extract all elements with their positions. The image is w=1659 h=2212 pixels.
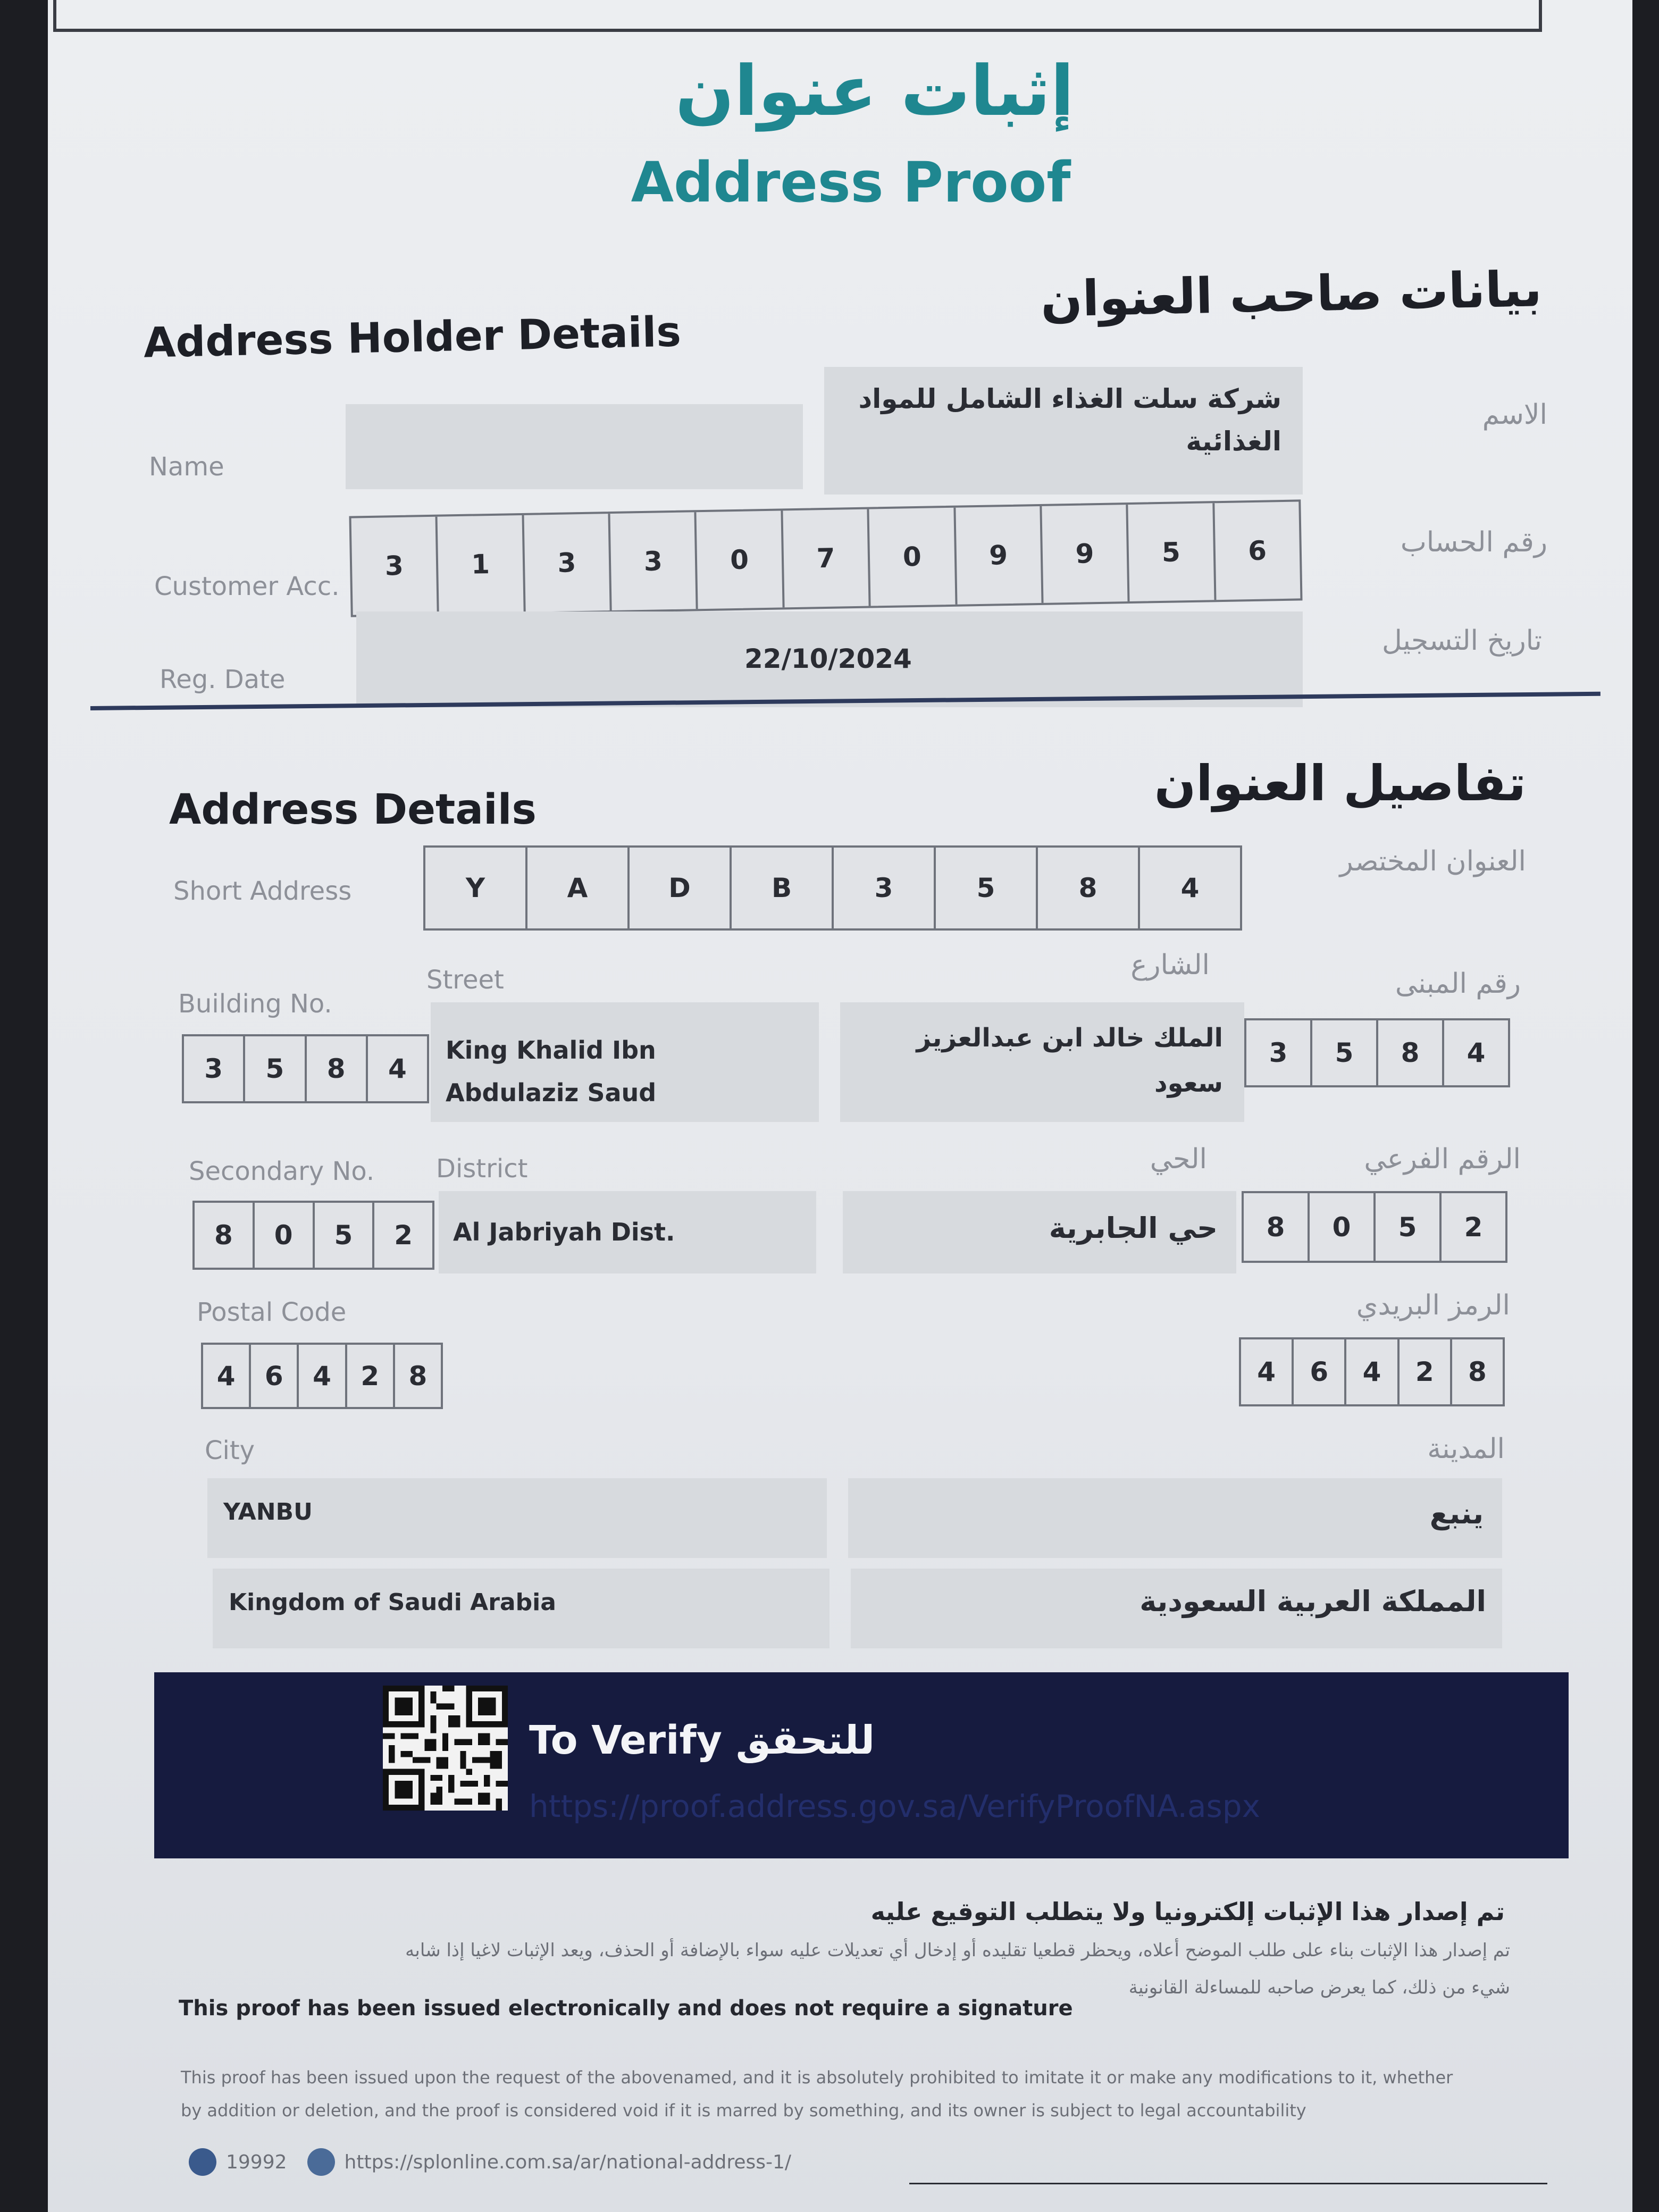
globe-icon (307, 2148, 335, 2176)
digit-cell: 3 (834, 848, 936, 928)
digit-cell: 5 (315, 1203, 375, 1268)
account-label-ar: رقم الحساب (1400, 526, 1547, 558)
digit-cell: 6 (1294, 1339, 1346, 1404)
title-english: Address Proof (631, 150, 1071, 215)
digit-cell: 9 (956, 506, 1044, 605)
digit-cell: 4 (203, 1345, 251, 1407)
note-line1-ar: تم إصدار هذا الإثبات بناء على طلب الموضح أعلاه، ويحظر قطعيا تقليده أو إدخال أي تعديلات عليه سواء بالإضافة أو الحذف، ويعد الإثبات لاغيا إذا شابه (405, 1940, 1510, 1961)
digit-cell: 5 (1128, 503, 1217, 601)
digit-cell: 8 (408, 1360, 428, 1392)
verify-link[interactable]: https://proof.address.gov.sa/VerifyProofNA.aspx (529, 1788, 1260, 1824)
address-heading-ar: تفاصيل العنوان (1154, 755, 1526, 812)
phone-icon (189, 2148, 216, 2176)
footer-url[interactable]: https://splonline.com.sa/ar/national-address-1/ (344, 2151, 792, 2173)
digit-cell: 8 (307, 1036, 368, 1101)
street-label-ar: الشارع (1130, 949, 1210, 981)
postal-code-boxes-ar (1239, 1337, 1505, 1406)
digit-cell: 3 (524, 514, 612, 612)
street-label-en: Street (426, 965, 504, 995)
building-label-ar: رقم المبنى (1395, 968, 1521, 1000)
digit-cell: 2 (1464, 1211, 1483, 1243)
city-value-ar: ينبع (1429, 1497, 1484, 1530)
name-field-en (346, 404, 803, 489)
holder-heading-ar: بيانات صاحب العنوان (1040, 261, 1543, 328)
digit-cell: 8 (1378, 1020, 1444, 1085)
digit-cell: 6 (251, 1345, 299, 1407)
name-value-ar: شركة سلت الغذاء الشامل للمواد الغذائية (858, 383, 1281, 457)
verify-banner (154, 1672, 1569, 1858)
city-value-en: YANBU (223, 1498, 313, 1526)
digit-cell: 0 (1310, 1193, 1376, 1261)
secondary-label-en: Secondary No. (189, 1157, 375, 1186)
digit-cell: 4 (1467, 1037, 1486, 1068)
regdate-label-en: Reg. Date (160, 665, 286, 694)
digit-cell: 5 (1376, 1193, 1442, 1261)
title-arabic: إثبات عنوان (675, 51, 1075, 131)
street-value-en: King Khalid Ibn Abdulaziz Saud (446, 1036, 657, 1107)
top-frame (53, 0, 1542, 32)
district-label-en: District (436, 1154, 528, 1184)
note-heading-en: This proof has been issued electronically and does not require a signature (179, 1996, 1073, 2021)
digit-cell: 4 (1346, 1339, 1399, 1404)
digit-cell: 2 (394, 1220, 413, 1251)
digit-cell: D (630, 848, 732, 928)
short-address-label-ar: العنوان المختصر (1339, 845, 1526, 877)
name-label-ar: الاسم (1482, 399, 1547, 431)
name-label-en: Name (149, 452, 224, 482)
district-value-en: Al Jabriyah Dist. (453, 1218, 675, 1246)
secondary-label-ar: الرقم الفرعي (1364, 1143, 1521, 1175)
digit-cell: 3 (351, 517, 440, 615)
regdate-label-ar: تاريخ التسجيل (1381, 625, 1542, 657)
city-label-en: City (205, 1436, 255, 1465)
digit-cell: 3 (1246, 1020, 1312, 1085)
note-line2-ar: شيء من ذلك، كما يعرض صاحبه للمساءلة القانونية (1128, 1977, 1510, 1998)
secondary-number-boxes-en (192, 1201, 434, 1270)
building-label-en: Building No. (178, 989, 332, 1019)
account-label-en: Customer Acc. (154, 572, 340, 601)
digit-cell: 5 (936, 848, 1038, 928)
street-value-ar: الملك خالد ابن عبدالعزيز سعود (916, 1023, 1223, 1098)
short-address-boxes (423, 845, 1242, 931)
holder-heading-en: Address Holder Details (143, 308, 682, 367)
digit-cell: B (732, 848, 834, 928)
postal-label-en: Postal Code (197, 1297, 347, 1327)
digit-cell: 6 (1247, 535, 1267, 567)
digit-cell: 2 (1400, 1339, 1452, 1404)
regdate-value: 22/10/2024 (744, 643, 912, 674)
country-value-en: Kingdom of Saudi Arabia (229, 1589, 556, 1616)
digit-cell: Y (425, 848, 527, 928)
digit-cell: 5 (1312, 1020, 1378, 1085)
postal-code-boxes-en (201, 1343, 443, 1409)
digit-cell: 8 (1038, 848, 1140, 928)
footer-phone: 19992 (226, 2151, 287, 2173)
digit-cell: 1 (438, 515, 526, 614)
digit-cell: 0 (697, 510, 785, 609)
footer (189, 2148, 791, 2176)
building-number-boxes-en (182, 1034, 429, 1103)
address-heading-en: Address Details (169, 786, 537, 834)
digit-cell: 8 (1468, 1356, 1487, 1387)
postal-label-ar: الرمز البريدي (1356, 1289, 1510, 1321)
digit-cell: 0 (869, 508, 958, 606)
document-page (48, 0, 1632, 2212)
city-label-ar: المدينة (1427, 1433, 1505, 1465)
secondary-number-boxes-ar (1242, 1191, 1507, 1263)
qr-code-icon[interactable] (383, 1686, 508, 1811)
digit-cell: 3 (610, 512, 699, 610)
digit-cell: 2 (347, 1345, 395, 1407)
digit-cell: A (527, 848, 630, 928)
digit-cell: 4 (1241, 1339, 1294, 1404)
digit-cell: 4 (299, 1345, 347, 1407)
district-label-ar: الحي (1150, 1143, 1207, 1175)
note-heading-ar: تم إصدار هذا الإثبات إلكترونيا ولا يتطلب التوقيع عليه (870, 1897, 1505, 1926)
digit-cell: 4 (1180, 873, 1200, 903)
account-number-boxes (349, 499, 1302, 617)
country-value-ar: المملكة العربية السعودية (1139, 1585, 1486, 1618)
verify-title: To Verify للتحقق (529, 1717, 875, 1763)
digit-cell: 9 (1042, 505, 1130, 603)
digit-cell: 8 (195, 1203, 255, 1268)
signature-line (909, 2183, 1547, 2184)
note-line1-en: This proof has been issued upon the request of the abovenamed, and it is absolutely prohibited to imitate it or make any modifications to it, whether (181, 2067, 1453, 2088)
note-line2-en: by addition or deletion, and the proof is considered void if it is marred by something, and its owner is subject to legal accountability (181, 2100, 1306, 2121)
digit-cell: 8 (1244, 1193, 1310, 1261)
digit-cell: 4 (388, 1053, 407, 1084)
digit-cell: 0 (255, 1203, 315, 1268)
digit-cell: 3 (184, 1036, 245, 1101)
digit-cell: 5 (245, 1036, 306, 1101)
digit-cell: 7 (783, 509, 871, 608)
district-value-ar: حي الجابرية (1049, 1211, 1218, 1245)
short-address-label-en: Short Address (173, 876, 352, 906)
building-number-boxes-ar (1244, 1018, 1510, 1087)
